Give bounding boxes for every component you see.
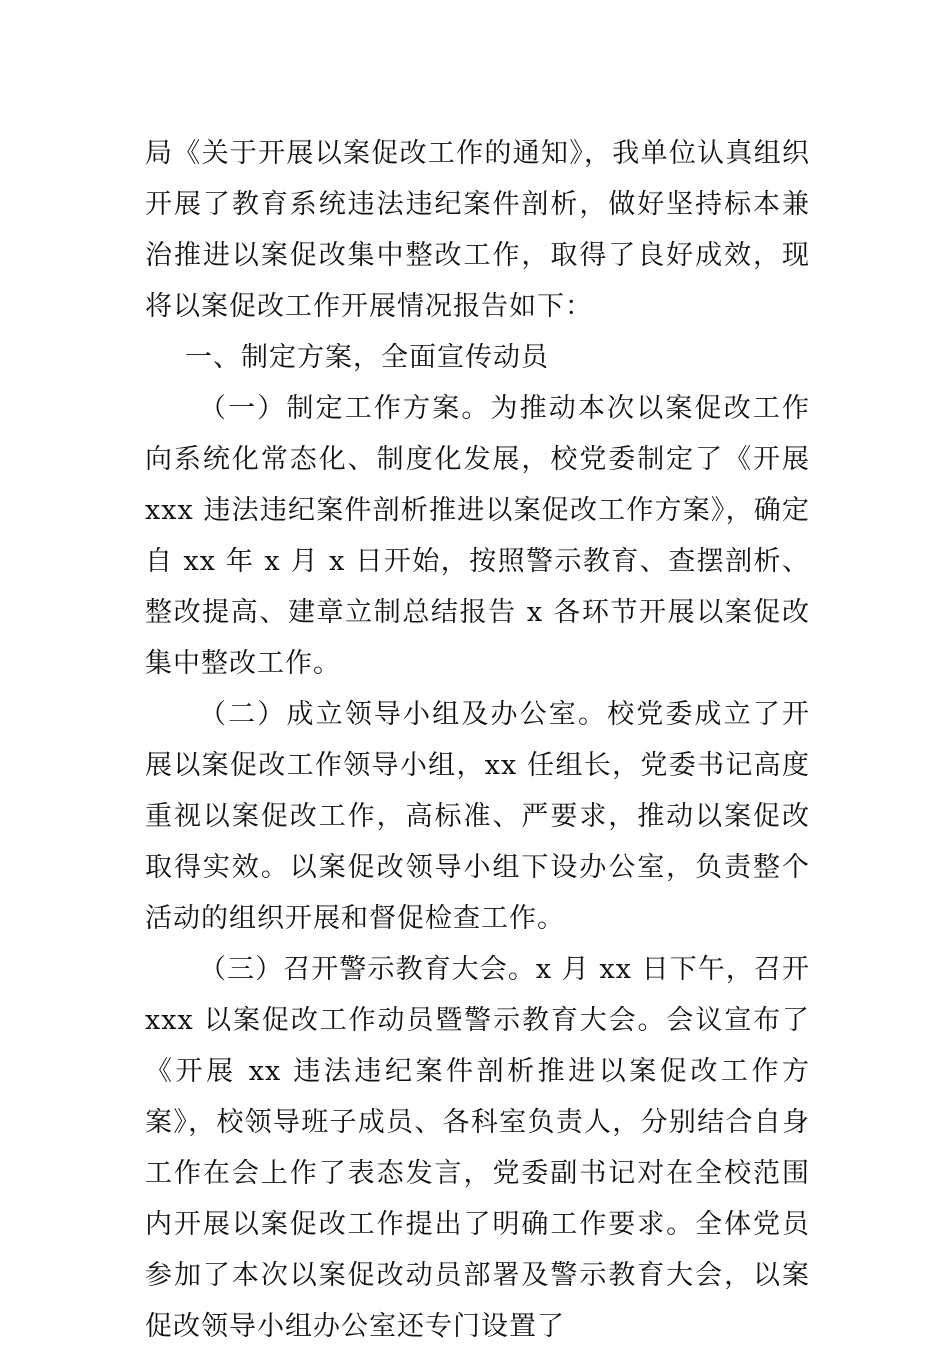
intro-paragraph: 局《关于开展以案促改工作的通知》，我单位认真组织开展了教育系统违法违纪案件剖析，做好坚持标本兼治推进以案促改集中整改工作，取得了良好成效，现将以案促改工作开展情况报告如下： <box>145 138 810 322</box>
paragraph-item-1: （一）制定工作方案。为推动本次以案促改工作向系统化常态化、制度化发展，校党委制定了《开展 xxx 违法违纪案件剖析推进以案促改工作方案》，确定自 xx 年 x 月 x 日开始，按照警示教育、查摆剖析、整改提高、建章立制总结报告 x 各环节开展以案促改集中整改工作。 <box>145 393 810 679</box>
paragraph-item-2: （二）成立领导小组及办公室。校党委成立了开展以案促改工作领导小组，xx 任组长，党委书记高度重视以案促改工作，高标准、严要求，推动以案促改取得实效。以案促改领导小组下设办公室，负责整个活动的组织开展和督促检查工作。 <box>145 699 810 934</box>
section-heading: 一、制定方案，全面宣传动员 <box>185 342 549 373</box>
document-body <box>145 128 810 1352</box>
paragraph-item-3: （三）召开警示教育大会。x 月 xx 日下午，召开 xxx 以案促改工作动员暨警示教育大会。会议宣布了《开展 xx 违法违纪案件剖析推进以案促改工作方案》，校领导班子成员、各科室负责人，分别结合自身工作在会上作了表态发言，党委副书记对在全校范围内开展以案促改工作提出了明确工作要求。全体党员参加了本次以案促改动员部署及警示教育大会，以案促改领导小组办公室还专门设置了 <box>145 954 810 1342</box>
